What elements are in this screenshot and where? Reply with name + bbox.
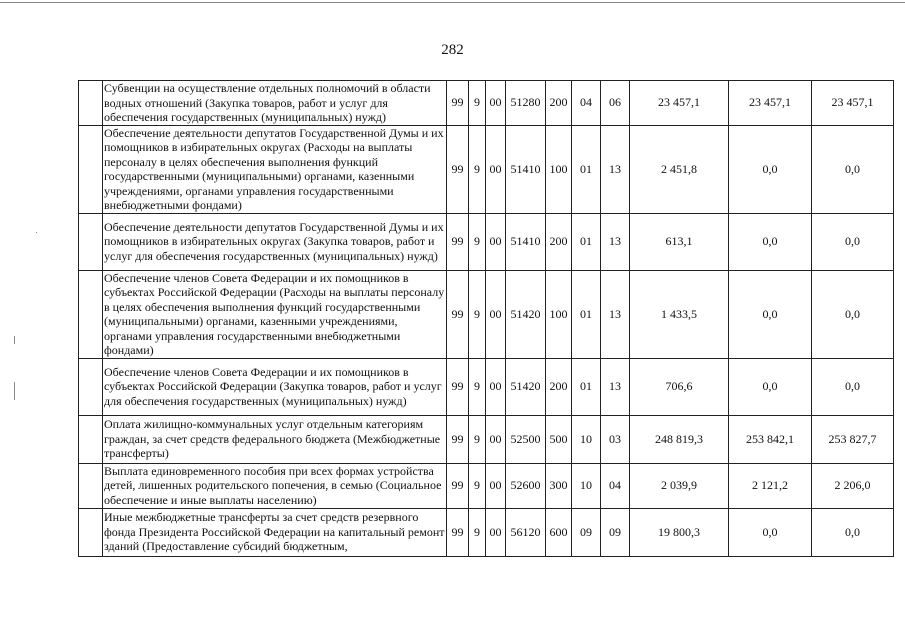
code-cell-c2: 9: [469, 270, 486, 358]
amount-cell-v2: 0,0: [729, 508, 812, 556]
code-cell-c4: 56120: [506, 508, 546, 556]
margin-mark: [14, 382, 15, 400]
code-cell-c6: 09: [572, 508, 601, 556]
code-cell-c5: 600: [546, 508, 572, 556]
code-cell-c3: 00: [486, 463, 506, 508]
row-number-cell: [79, 508, 103, 556]
table-row: [79, 81, 894, 126]
row-number-cell: [79, 125, 103, 213]
code-cell-c5: 200: [546, 81, 572, 126]
code-cell-c3: 00: [486, 358, 506, 415]
code-cell-c7: 13: [601, 213, 630, 270]
amount-cell-v2: 0,0: [729, 213, 812, 270]
amount-cell-v1: 706,6: [630, 358, 729, 415]
code-cell-c3: 00: [486, 508, 506, 556]
code-cell-c1: 99: [447, 270, 469, 358]
table-row: [79, 125, 894, 213]
code-cell-c2: 9: [469, 508, 486, 556]
code-cell-c4: 51410: [506, 213, 546, 270]
table-row: [79, 270, 894, 358]
code-cell-c6: 01: [572, 213, 601, 270]
code-cell-c4: 52500: [506, 415, 546, 463]
code-cell-c5: 300: [546, 463, 572, 508]
amount-cell-v2: 0,0: [729, 125, 812, 213]
code-cell-c1: 99: [447, 358, 469, 415]
code-cell-c2: 9: [469, 81, 486, 126]
code-cell-c3: 00: [486, 270, 506, 358]
amount-cell-v1: 2 451,8: [630, 125, 729, 213]
code-cell-c7: 13: [601, 358, 630, 415]
row-number-cell: [79, 270, 103, 358]
code-cell-c2: 9: [469, 358, 486, 415]
code-cell-c1: 99: [447, 508, 469, 556]
code-cell-c1: 99: [447, 415, 469, 463]
code-cell-c5: 100: [546, 270, 572, 358]
page-top-border: [0, 2, 905, 3]
code-cell-c2: 9: [469, 415, 486, 463]
expense-name-cell: Обеспечение членов Совета Федерации и их помощников в субъектах Российской Федерации (Расходы на выплаты персоналу в целях обеспечения выполнения функций государственными (муниципальными) органами, казенными учреждениями, органами управления государственными внебюджетными фондами): [103, 270, 447, 358]
row-number-cell: [79, 358, 103, 415]
margin-mark: [36, 232, 37, 233]
amount-cell-v3: 2 206,0: [812, 463, 894, 508]
code-cell-c2: 9: [469, 213, 486, 270]
amount-cell-v3: 253 827,7: [812, 415, 894, 463]
code-cell-c6: 01: [572, 125, 601, 213]
table-row: [79, 508, 894, 556]
code-cell-c7: 09: [601, 508, 630, 556]
table-row: [79, 358, 894, 415]
code-cell-c6: 10: [572, 463, 601, 508]
code-cell-c3: 00: [486, 415, 506, 463]
code-cell-c5: 200: [546, 213, 572, 270]
row-number-cell: [79, 415, 103, 463]
expense-name-cell: Обеспечение деятельности депутатов Государственной Думы и их помощников в избирательных округах (Закупка товаров, работ и услуг для обеспечения государственных (муниципальных) нужд): [103, 213, 447, 270]
code-cell-c1: 99: [447, 463, 469, 508]
code-cell-c6: 01: [572, 358, 601, 415]
code-cell-c3: 00: [486, 125, 506, 213]
code-cell-c2: 9: [469, 125, 486, 213]
amount-cell-v3: 0,0: [812, 358, 894, 415]
amount-cell-v3: 0,0: [812, 508, 894, 556]
margin-mark: [14, 336, 15, 344]
amount-cell-v1: 19 800,3: [630, 508, 729, 556]
amount-cell-v1: 613,1: [630, 213, 729, 270]
code-cell-c7: 06: [601, 81, 630, 126]
amount-cell-v2: 253 842,1: [729, 415, 812, 463]
expense-name-cell: Выплата единовременного пособия при всех формах устройства детей, лишенных родительского попечения, в семью (Социальное обеспечение и иные выплаты населению): [103, 463, 447, 508]
code-cell-c5: 500: [546, 415, 572, 463]
amount-cell-v1: 1 433,5: [630, 270, 729, 358]
expense-name-cell: Оплата жилищно-коммунальных услуг отдельным категориям граждан, за счет средств федерального бюджета (Межбюджетные трансферты): [103, 415, 447, 463]
code-cell-c4: 51420: [506, 358, 546, 415]
row-number-cell: [79, 81, 103, 126]
table-body: [79, 81, 894, 557]
amount-cell-v2: 2 121,2: [729, 463, 812, 508]
expense-name-cell: Обеспечение членов Совета Федерации и их помощников в субъектах Российской Федерации (Закупка товаров, работ и услуг для обеспечения государственных (муниципальных) нужд): [103, 358, 447, 415]
code-cell-c4: 51280: [506, 81, 546, 126]
code-cell-c7: 04: [601, 463, 630, 508]
code-cell-c6: 04: [572, 81, 601, 126]
amount-cell-v2: 0,0: [729, 270, 812, 358]
amount-cell-v1: 23 457,1: [630, 81, 729, 126]
amount-cell-v2: 23 457,1: [729, 81, 812, 126]
code-cell-c4: 52600: [506, 463, 546, 508]
amount-cell-v2: 0,0: [729, 358, 812, 415]
expense-name-cell: Обеспечение деятельности депутатов Государственной Думы и их помощников в избирательных округах (Расходы на выплаты персоналу в целях обеспечения выполнения функций государственными (муниципальными) органами, казенными учреждениями, органами управления государственными внебюджетными фондами): [103, 125, 447, 213]
amount-cell-v3: 0,0: [812, 213, 894, 270]
code-cell-c1: 99: [447, 81, 469, 126]
code-cell-c2: 9: [469, 463, 486, 508]
code-cell-c3: 00: [486, 213, 506, 270]
budget-table: [78, 80, 894, 557]
amount-cell-v3: 0,0: [812, 125, 894, 213]
amount-cell-v3: 0,0: [812, 270, 894, 358]
code-cell-c7: 13: [601, 125, 630, 213]
code-cell-c5: 100: [546, 125, 572, 213]
code-cell-c4: 51410: [506, 125, 546, 213]
table-row: [79, 463, 894, 508]
code-cell-c6: 01: [572, 270, 601, 358]
expense-name-cell: Иные межбюджетные трансферты за счет средств резервного фонда Президента Российской Федерации на капитальный ремонт зданий (Предоставление субсидий бюджетным,: [103, 508, 447, 556]
code-cell-c5: 200: [546, 358, 572, 415]
code-cell-c1: 99: [447, 213, 469, 270]
code-cell-c7: 03: [601, 415, 630, 463]
amount-cell-v3: 23 457,1: [812, 81, 894, 126]
table-row: [79, 213, 894, 270]
expense-name-cell: Субвенции на осуществление отдельных полномочий в области водных отношений (Закупка товаров, работ и услуг для обеспечения государственных (муниципальных) нужд): [103, 81, 447, 126]
code-cell-c6: 10: [572, 415, 601, 463]
amount-cell-v1: 2 039,9: [630, 463, 729, 508]
page-number: 282: [441, 42, 464, 58]
row-number-cell: [79, 463, 103, 508]
amount-cell-v1: 248 819,3: [630, 415, 729, 463]
code-cell-c4: 51420: [506, 270, 546, 358]
row-number-cell: [79, 213, 103, 270]
code-cell-c7: 13: [601, 270, 630, 358]
code-cell-c3: 00: [486, 81, 506, 126]
table-row: [79, 415, 894, 463]
code-cell-c1: 99: [447, 125, 469, 213]
